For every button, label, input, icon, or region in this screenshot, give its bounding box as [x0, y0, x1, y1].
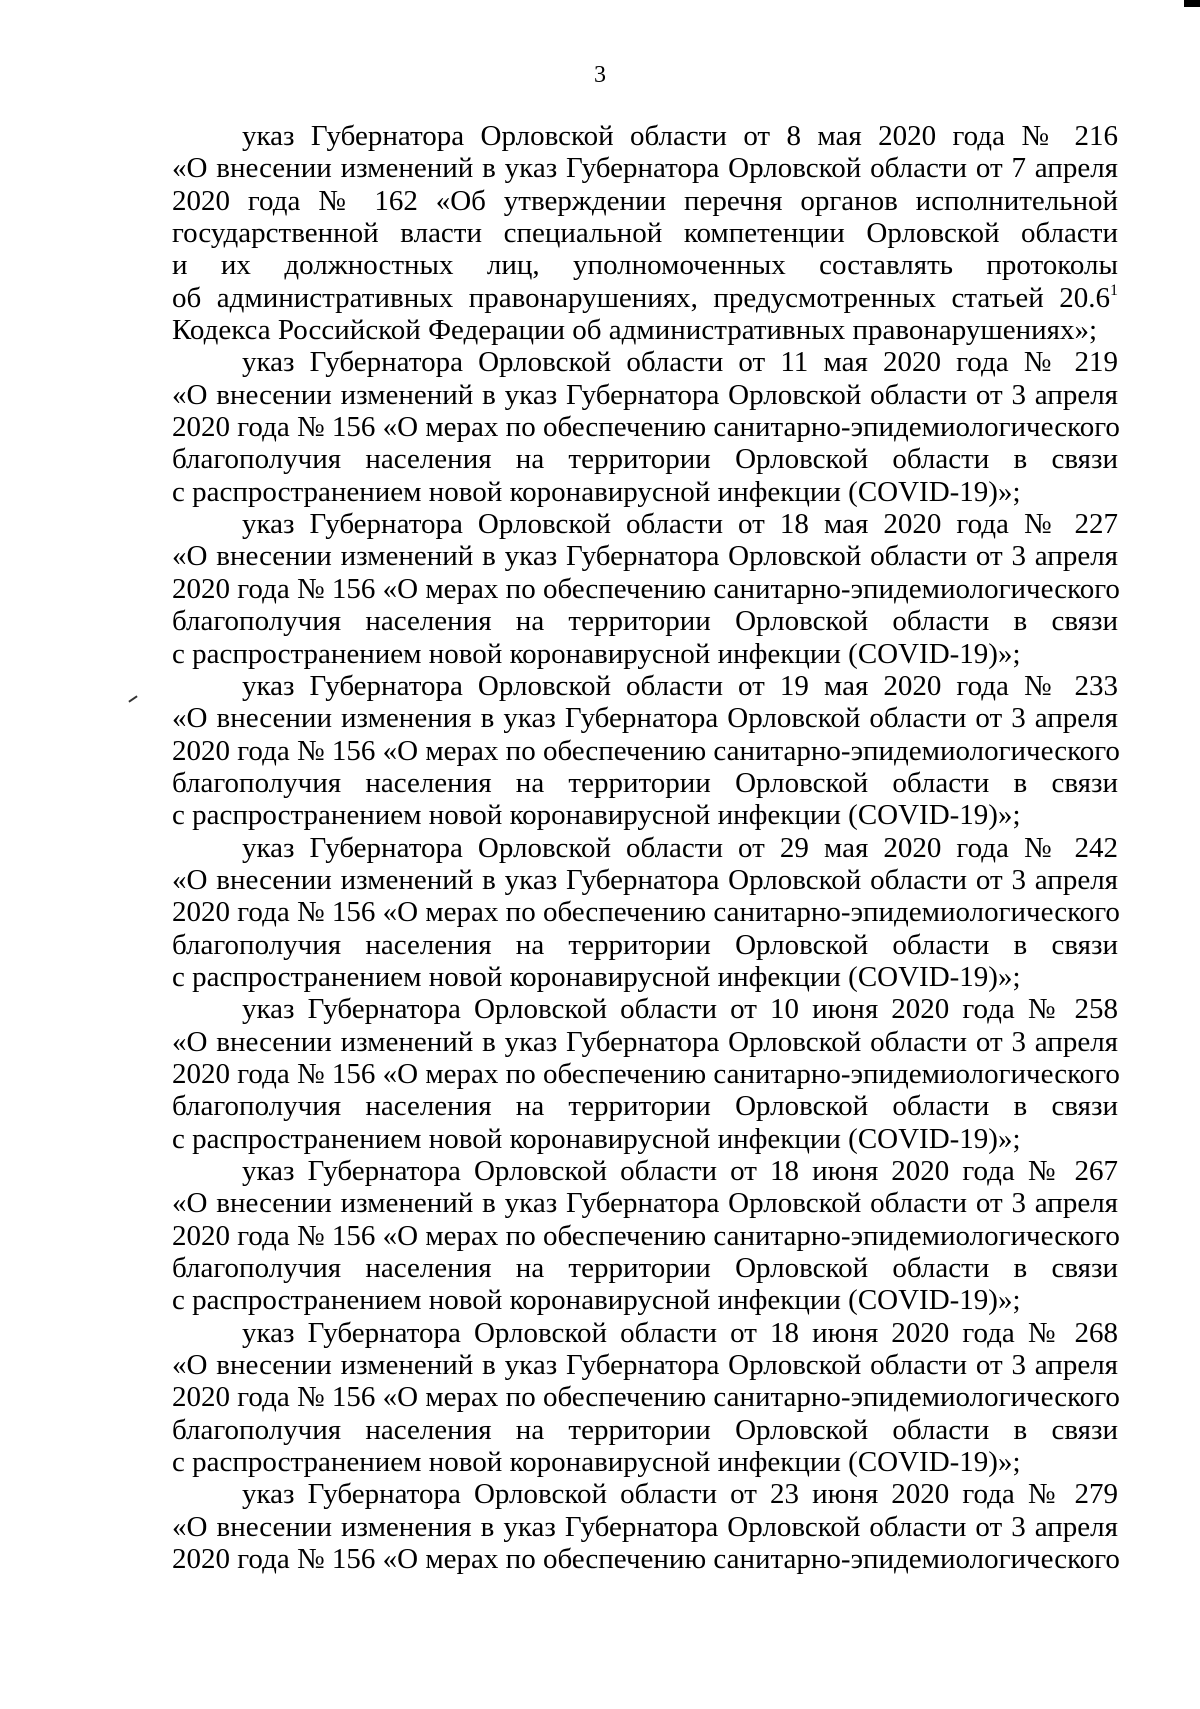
- text-line: [172, 1155, 1118, 1187]
- text-line-content: благополучия населения на территории Орловской области в связи: [172, 1252, 1118, 1285]
- text-line-content: «О внесении изменений в указ Губернатора Орловской области от 3 апреля: [172, 1349, 1118, 1382]
- text-line-content: указ Губернатора Орловской области от 11 мая 2020 года № 219: [242, 346, 1118, 379]
- text-line-content: указ Губернатора Орловской области от 29 мая 2020 года № 242: [242, 831, 1118, 864]
- text-line: [172, 346, 1118, 378]
- text-line-content: с распространением новой коронавирусной инфекции (COVID-19)»;: [172, 1284, 1021, 1317]
- text-line: [172, 767, 1118, 799]
- text-line-content: благополучия населения на территории Орловской области в связи: [172, 1090, 1118, 1123]
- text-line-content: 2020 года № 156 «О мерах по обеспечению санитарно-эпидемиологического: [172, 1543, 1120, 1576]
- text-line-content: с распространением новой коронавирусной инфекции (COVID-19)»;: [172, 475, 1021, 508]
- text-line-content: благополучия населения на территории Орловской области в связи: [172, 928, 1118, 961]
- text-line: [172, 443, 1118, 475]
- text-line-content: указ Губернатора Орловской области от 19 мая 2020 года № 233: [242, 669, 1118, 702]
- text-line: [172, 735, 1118, 767]
- text-line: [172, 1187, 1118, 1219]
- text-line: [172, 1058, 1118, 1090]
- text-line-content: 2020 года № 162 «Об утверждении перечня органов исполнительной: [172, 184, 1118, 217]
- text-line-content: указ Губернатора Орловской области от 18 июня 2020 года № 267: [242, 1155, 1118, 1187]
- text-line: [172, 1090, 1118, 1122]
- text-line: [172, 1220, 1118, 1252]
- text-line: [172, 702, 1118, 734]
- text-line-content: благополучия населения на территории Орловской области в связи: [172, 1413, 1118, 1446]
- text-line-content: «О внесении изменений в указ Губернатора Орловской области от 7 апреля: [172, 152, 1118, 185]
- text-line: [172, 1446, 1118, 1478]
- text-line-content: благополучия населения на территории Орловской области в связи: [172, 605, 1118, 638]
- text-line-content: указ Губернатора Орловской области от 8 мая 2020 года № 216: [242, 120, 1118, 152]
- text-line-content: 2020 года № 156 «О мерах по обеспечению санитарно-эпидемиологического: [172, 896, 1120, 929]
- scan-corner-mark: [1184, 0, 1200, 7]
- text-line: [172, 896, 1118, 928]
- text-line: [172, 1123, 1118, 1155]
- text-line: [172, 152, 1118, 184]
- text-line-content: 2020 года № 156 «О мерах по обеспечению санитарно-эпидемиологического: [172, 411, 1120, 444]
- text-line-content: «О внесении изменения в указ Губернатора Орловской области от 3 апреля: [172, 702, 1118, 735]
- text-line: [172, 508, 1118, 540]
- text-line-content: благополучия населения на территории Орловской области в связи: [172, 766, 1118, 799]
- text-line: [172, 540, 1118, 572]
- text-line: [172, 993, 1118, 1025]
- text-line: [172, 379, 1118, 411]
- text-line: [172, 832, 1118, 864]
- text-line-content: указ Губернатора Орловской области от 10 июня 2020 года № 258: [242, 993, 1118, 1026]
- superscript: 1: [1110, 281, 1118, 299]
- text-line: [172, 282, 1118, 314]
- text-line: [172, 1252, 1118, 1284]
- text-line-content: 2020 года № 156 «О мерах по обеспечению санитарно-эпидемиологического: [172, 1057, 1120, 1090]
- text-line: [172, 929, 1118, 961]
- text-line: [172, 411, 1118, 443]
- text-line: [172, 1349, 1118, 1381]
- text-line: [172, 120, 1118, 152]
- text-line-content: с распространением новой коронавирусной инфекции (COVID-19)»;: [172, 960, 1021, 993]
- document-body: [172, 120, 1118, 1575]
- text-line: [172, 670, 1118, 702]
- text-line-content: 2020 года № 156 «О мерах по обеспечению санитарно-эпидемиологического: [172, 572, 1120, 605]
- text-line-content: «О внесении изменений в указ Губернатора Орловской области от 3 апреля: [172, 1187, 1118, 1220]
- text-line-content: благополучия населения на территории Орловской области в связи: [172, 443, 1118, 476]
- text-line: [172, 1317, 1118, 1349]
- text-line-content: 2020 года № 156 «О мерах по обеспечению санитарно-эпидемиологического: [172, 1381, 1120, 1414]
- text-line-content: указ Губернатора Орловской области от 18 мая 2020 года № 227: [242, 508, 1118, 541]
- text-line: [172, 249, 1118, 281]
- text-line: [172, 314, 1118, 346]
- text-line: [172, 1026, 1118, 1058]
- text-line-content: указ Губернатора Орловской области от 18 июня 2020 года № 268: [242, 1316, 1118, 1349]
- text-line-content: «О внесении изменений в указ Губернатора Орловской области от 3 апреля: [172, 863, 1118, 896]
- text-line-content: с распространением новой коронавирусной инфекции (COVID-19)»;: [172, 1122, 1021, 1155]
- text-line-content: с распространением новой коронавирусной инфекции (COVID-19)»;: [172, 637, 1021, 670]
- text-line: [172, 638, 1118, 670]
- text-line: [172, 799, 1118, 831]
- text-line: [172, 1414, 1118, 1446]
- text-line-content: Кодекса Российской Федерации об административных правонарушениях»;: [172, 314, 1098, 347]
- text-line-content: «О внесении изменений в указ Губернатора Орловской области от 3 апреля: [172, 378, 1118, 411]
- text-line-content: и их должностных лиц, уполномоченных составлять протоколы: [172, 249, 1118, 282]
- text-line: [172, 476, 1118, 508]
- text-line-content: указ Губернатора Орловской области от 23 июня 2020 года № 279: [242, 1478, 1118, 1511]
- text-line-content: государственной власти специальной компетенции Орловской области: [172, 217, 1118, 250]
- text-line-content: 2020 года № 156 «О мерах по обеспечению санитарно-эпидемиологического: [172, 1219, 1120, 1252]
- text-line: [172, 1543, 1118, 1575]
- text-line: [172, 605, 1118, 637]
- text-line-content: об административных правонарушениях, предусмотренных статьей 20.6: [172, 281, 1110, 314]
- text-line-content: «О внесении изменения в указ Губернатора Орловской области от 3 апреля: [172, 1510, 1118, 1543]
- text-line: [172, 1478, 1118, 1510]
- text-line-content: «О внесении изменений в указ Губернатора Орловской области от 3 апреля: [172, 540, 1118, 573]
- scan-stray-mark: [128, 695, 137, 702]
- text-line-content: «О внесении изменений в указ Губернатора Орловской области от 3 апреля: [172, 1025, 1118, 1058]
- text-line-content: 2020 года № 156 «О мерах по обеспечению санитарно-эпидемиологического: [172, 734, 1120, 767]
- text-line: [172, 217, 1118, 249]
- text-line: [172, 961, 1118, 993]
- text-line: [172, 1284, 1118, 1316]
- text-line: [172, 185, 1118, 217]
- text-line: [172, 573, 1118, 605]
- text-line-content: с распространением новой коронавирусной инфекции (COVID-19)»;: [172, 799, 1021, 832]
- text-line: [172, 1381, 1118, 1413]
- page-number: 3: [594, 62, 606, 88]
- text-line-content: с распространением новой коронавирусной инфекции (COVID-19)»;: [172, 1446, 1021, 1479]
- text-line: [172, 1511, 1118, 1543]
- text-line: [172, 864, 1118, 896]
